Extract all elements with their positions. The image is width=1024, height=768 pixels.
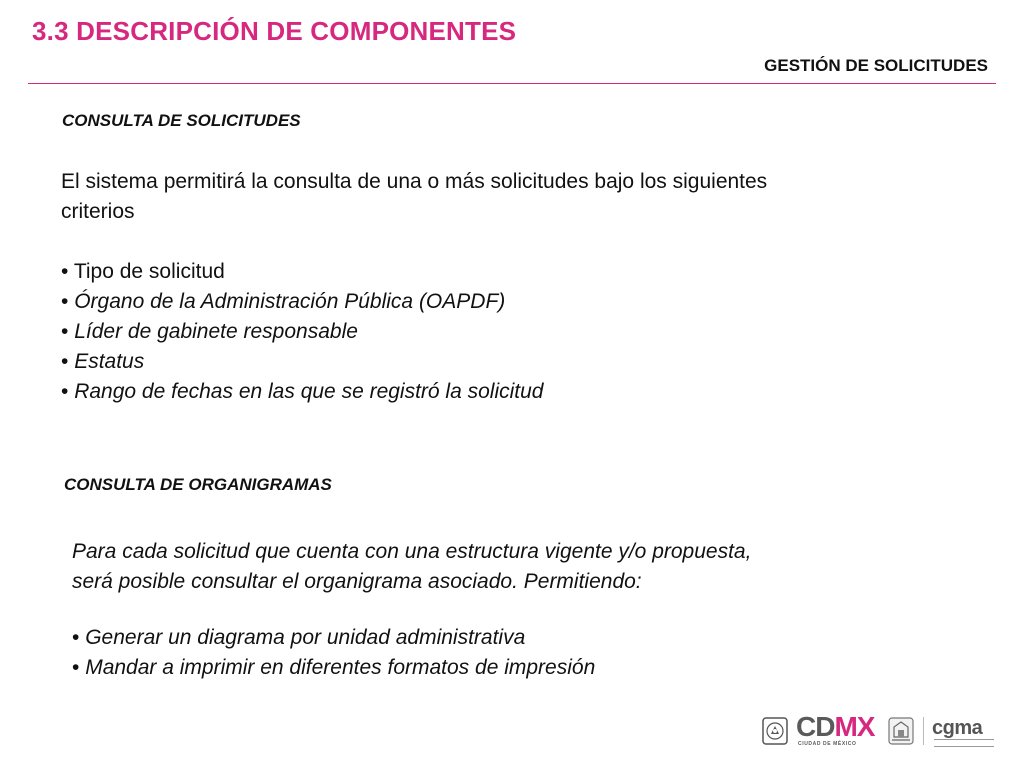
list-item-text: Órgano de la Administración Pública (OAPDF) [74, 290, 506, 313]
cgma-wordmark: cgma [932, 717, 983, 739]
intro-line: Para cada solicitud que cuenta con una estructura vigente y/o propuesta, [72, 540, 752, 563]
agency-badge-icon [888, 717, 914, 745]
list-item [72, 623, 972, 653]
bullet-icon: • [61, 350, 69, 373]
list-item-text: Mandar a imprimir en diferentes formatos de impresión [85, 656, 596, 679]
section-intro [72, 537, 972, 597]
criteria-list [61, 257, 961, 407]
cgma-underline [934, 739, 994, 747]
list-item-text: Rango de fechas en las que se registró la solicitud [74, 380, 544, 403]
capabilities-list [72, 623, 972, 683]
header-divider [28, 83, 996, 84]
section-body-consulta-organigramas [72, 537, 972, 683]
intro-line: criterios [61, 200, 135, 223]
bullet-icon: • [72, 626, 80, 649]
list-item [72, 653, 972, 683]
section-heading-consulta-solicitudes: CONSULTA DE SOLICITUDES [62, 111, 301, 130]
bullet-icon: • [61, 380, 69, 403]
intro-line: será posible consultar el organigrama asociado. Permitiendo: [72, 570, 642, 593]
list-item-text: Líder de gabinete responsable [74, 320, 358, 343]
list-item [61, 287, 961, 317]
section-heading-consulta-organigramas: CONSULTA DE ORGANIGRAMAS [64, 475, 332, 494]
cdmx-suffix: MX [834, 711, 875, 742]
list-item-text: Generar un diagrama por unidad administrativa [85, 626, 526, 649]
section-body-consulta-solicitudes [61, 167, 961, 407]
cdmx-caption: CIUDAD DE MÉXICO [798, 741, 857, 747]
bullet-icon: • [61, 260, 69, 283]
cdmx-wordmark [796, 711, 874, 743]
list-item [61, 377, 961, 407]
cgma-logo [932, 715, 998, 747]
slide-title: 3.3 DESCRIPCIÓN DE COMPONENTES [32, 16, 517, 46]
cdmx-logo [796, 713, 876, 751]
list-item [61, 317, 961, 347]
slide-subtitle: GESTIÓN DE SOLICITUDES [764, 56, 988, 75]
list-item [61, 347, 961, 377]
list-item-text: Tipo de solicitud [73, 260, 225, 283]
government-seal-icon [762, 717, 788, 745]
logo-separator [923, 717, 924, 745]
section-intro [61, 167, 961, 227]
list-item-text: Estatus [74, 350, 145, 373]
bullet-icon: • [61, 290, 69, 313]
intro-line: El sistema permitirá la consulta de una o más solicitudes bajo los siguientes [61, 170, 768, 193]
list-item [61, 257, 961, 287]
bullet-icon: • [72, 656, 80, 679]
cdmx-prefix: CD [796, 711, 835, 742]
footer-logos [758, 713, 998, 751]
bullet-icon: • [61, 320, 69, 343]
